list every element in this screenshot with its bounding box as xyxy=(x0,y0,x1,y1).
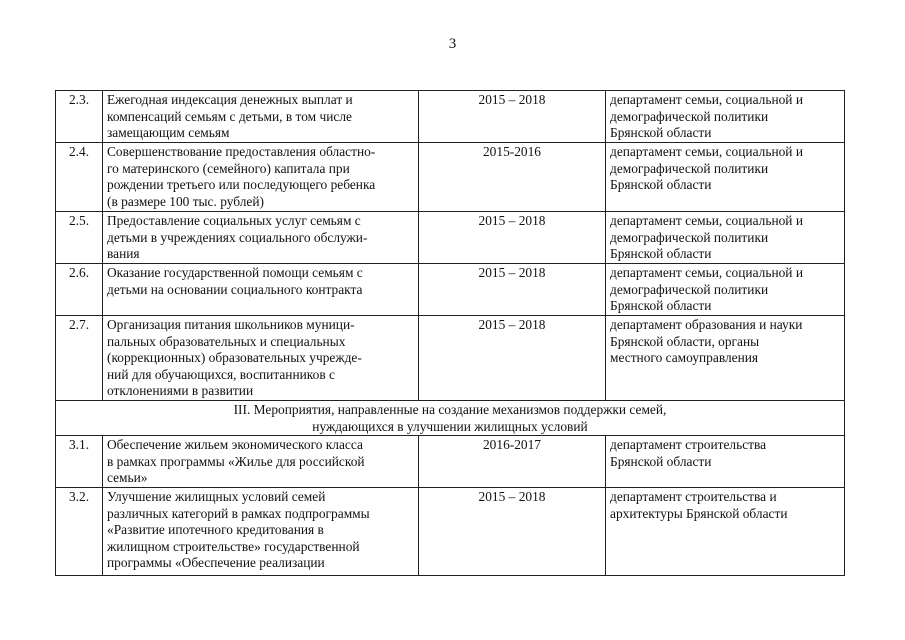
table-row xyxy=(56,91,845,143)
executor: департамент семьи, социальной и демографической политики Брянской области xyxy=(606,264,845,316)
measure-description: Оказание государственной помощи семьям с детьми на основании социального контракта xyxy=(103,264,419,316)
row-number: 2.4. xyxy=(56,143,103,212)
table-row xyxy=(56,316,845,401)
period: 2015 – 2018 xyxy=(419,316,606,401)
section-heading-row xyxy=(56,401,845,436)
row-number: 2.3. xyxy=(56,91,103,143)
period: 2015 – 2018 xyxy=(419,487,606,575)
table-row xyxy=(56,264,845,316)
table-row xyxy=(56,143,845,212)
period: 2015 – 2018 xyxy=(419,264,606,316)
measure-description: Ежегодная индексация денежных выплат и компенсаций семьям с детьми, в том числе замещающим семьям xyxy=(103,91,419,143)
executor: департамент строительства и архитектуры Брянской области xyxy=(606,487,845,575)
executor: департамент семьи, социальной и демографической политики Брянской области xyxy=(606,91,845,143)
row-number: 2.6. xyxy=(56,264,103,316)
measure-description: Предоставление социальных услуг семьям с детьми в учреждениях социального обслужи- вания xyxy=(103,212,419,264)
section-heading: III. Мероприятия, направленные на создание механизмов поддержки семей, нуждающихся в улучшении жилищных условий xyxy=(56,401,845,436)
period: 2016-2017 xyxy=(419,436,606,488)
row-number: 3.1. xyxy=(56,436,103,488)
period: 2015 – 2018 xyxy=(419,91,606,143)
row-number: 2.7. xyxy=(56,316,103,401)
measure-description: Совершенствование предоставления областно- го материнского (семейного) капитала при рождении третьего или последующего ребенка (в размере 100 тыс. рублей) xyxy=(103,143,419,212)
executor: департамент семьи, социальной и демографической политики Брянской области xyxy=(606,143,845,212)
table-row xyxy=(56,487,845,575)
executor: департамент образования и науки Брянской области, органы местного самоуправления xyxy=(606,316,845,401)
measure-description: Обеспечение жильем экономического класса в рамках программы «Жилье для российской семьи» xyxy=(103,436,419,488)
executor: департамент семьи, социальной и демографической политики Брянской области xyxy=(606,212,845,264)
row-number: 2.5. xyxy=(56,212,103,264)
period: 2015-2016 xyxy=(419,143,606,212)
period: 2015 – 2018 xyxy=(419,212,606,264)
measures-table xyxy=(55,90,845,576)
page-number: 3 xyxy=(448,36,457,52)
executor: департамент строительства Брянской области xyxy=(606,436,845,488)
row-number: 3.2. xyxy=(56,487,103,575)
table-row xyxy=(56,212,845,264)
measure-description: Улучшение жилищных условий семей различных категорий в рамках подпрограммы «Развитие ипотечного кредитования в жилищном строительстве» государственной программы «Обеспечение реализации xyxy=(103,487,419,575)
table-row xyxy=(56,436,845,488)
measure-description: Организация питания школьников муници- пальных образовательных и специальных (коррекционных) образовательных учрежде- ний для обучающихся, воспитанников с отклонениями в развитии xyxy=(103,316,419,401)
